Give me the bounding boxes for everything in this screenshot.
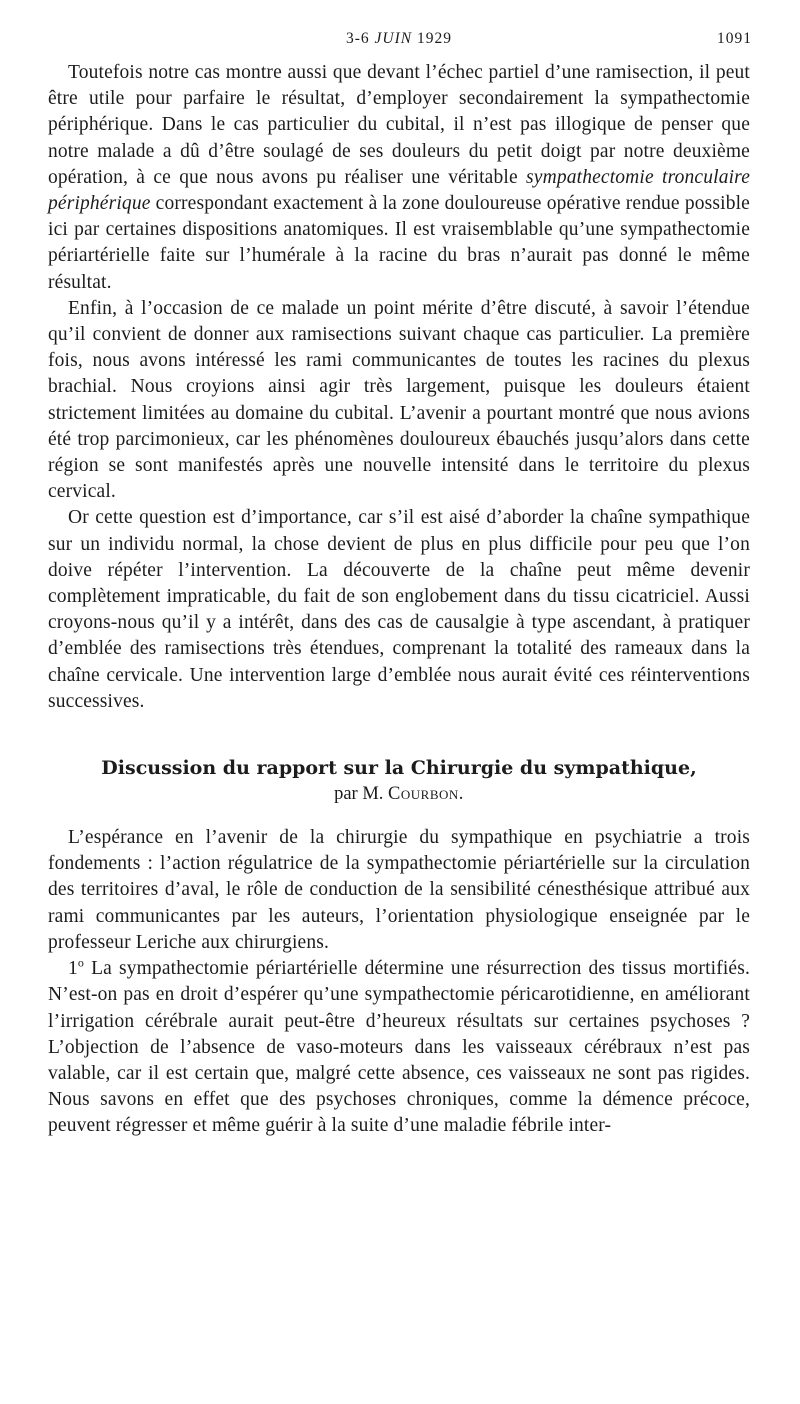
paragraph-text: La sympathectomie périartérielle détermine une résurrection des tissus mortifiés. N’est-on pas en droit d’espérer qu’une sympathectomie péricarotidienne, en améliorant l’irrigation cérébrale aurait peut-être d’heureux résultats sur certaines psychoses ? L’objection de l’absence de vaso-moteurs dans les vaisseaux cérébraux n’est pas valable, car il est certain que, malgré cette absence, ces vaisseaux ne sont pas rigides. Nous savons en effet que des psychoses chroniques, comme la démence précoce, peuvent régresser et même guérir à la suite d’une maladie fébrile inter- [48,958,750,1137]
issue-year: 1929 [417,30,452,47]
paragraph-text: Toutefois notre cas montre aussi que devant l’échec partiel d’une ramisection, il peut être utile pour parfaire le résultat, d’employer secondairement la sympathectomie périphérique. Dans le cas particulier du cubital, il n’est pas illogique de penser que notre malade a dû d’être soulagé de ses douleurs du petit doigt par notre deuxième opération, à ce que nous avons pu réaliser une véritable [48,62,750,188]
document-page [48,30,750,1140]
paragraph-ramisection-note [48,60,750,296]
issue-month: JUIN [374,30,413,47]
paragraph-foundations: L’espérance en l’avenir de la chirurgie du sympathique en psychiatrie a trois fondements : l’action régulatrice de la sympathectomie périartérielle sur la circulation des territoires d’aval, le rôle de conduction de la sensibilité cénesthésique attribué aux rami communicantes par les auteurs, l’orientation physiologique enseignée par le professeur Leriche aux chirurgiens. [48,827,750,953]
section-author [48,781,750,807]
section-heading [48,755,750,807]
point-number: 1 [68,958,78,980]
author-name: Courbon. [388,784,464,805]
issue-day: 3-6 [346,30,370,47]
paragraph-importance: Or cette question est d’importance, car s’il est aisé d’aborder la chaîne sympathique sur un individu normal, la chose devient de plus en plus difficile pour peu que l’on doive répéter l’intervention. La découverte de la chaîne peut même devenir complètement impraticable, du fait de son englobement dans du tissu cicatriciel. Aussi croyons-nous qu’il y a intérêt, dans des cas de causalgie à type ascendant, à pratiquer d’emblée des ramisections très étendues, comprenant la totalité des rameaux dans la chaîne cervicale. Une intervention large d’emblée nous aurait évité ces réinterventions successives. [48,507,750,712]
page-number: 1091 [717,30,752,47]
paragraph-point-one [48,956,750,1139]
running-head [48,30,750,60]
paragraph-extent: Enfin, à l’occasion de ce malade un point mérite d’être discuté, à savoir l’étendue qu’il convient de donner aux ramisections suivant chaque cas particulier. La première fois, nous avons intéressé les rami communicantes de toutes les racines du plexus brachial. Nous croyions ainsi agir très largement, puisque les douleurs étaient strictement limitées au domaine du cubital. L’avenir a pourtant montré que nous avions été trop parcimonieux, car les phénomènes douloureux ébauchés jusqu’alors dans cette région se sont manifestés après une nouvelle intensité dans le territoire du plexus cervical. [48,297,750,503]
issue-date [48,30,750,48]
italic-term: sympathectomie tronculaire périphérique [48,166,750,215]
author-prefix: par M. [334,784,384,805]
section-title: Discussion du rapport sur la Chirurgie du sympathique, [101,757,697,780]
point-ordinal: o [77,955,85,970]
paragraph-text: correspondant exactement à la zone douloureuse opérative rendue possible ici par certaines dispositions anatomiques. Il est vraisemblable qu’une sympathectomie périartérielle faite sur l’humérale à la racine du bras n’aurait pas donné le même résultat. [48,193,750,293]
